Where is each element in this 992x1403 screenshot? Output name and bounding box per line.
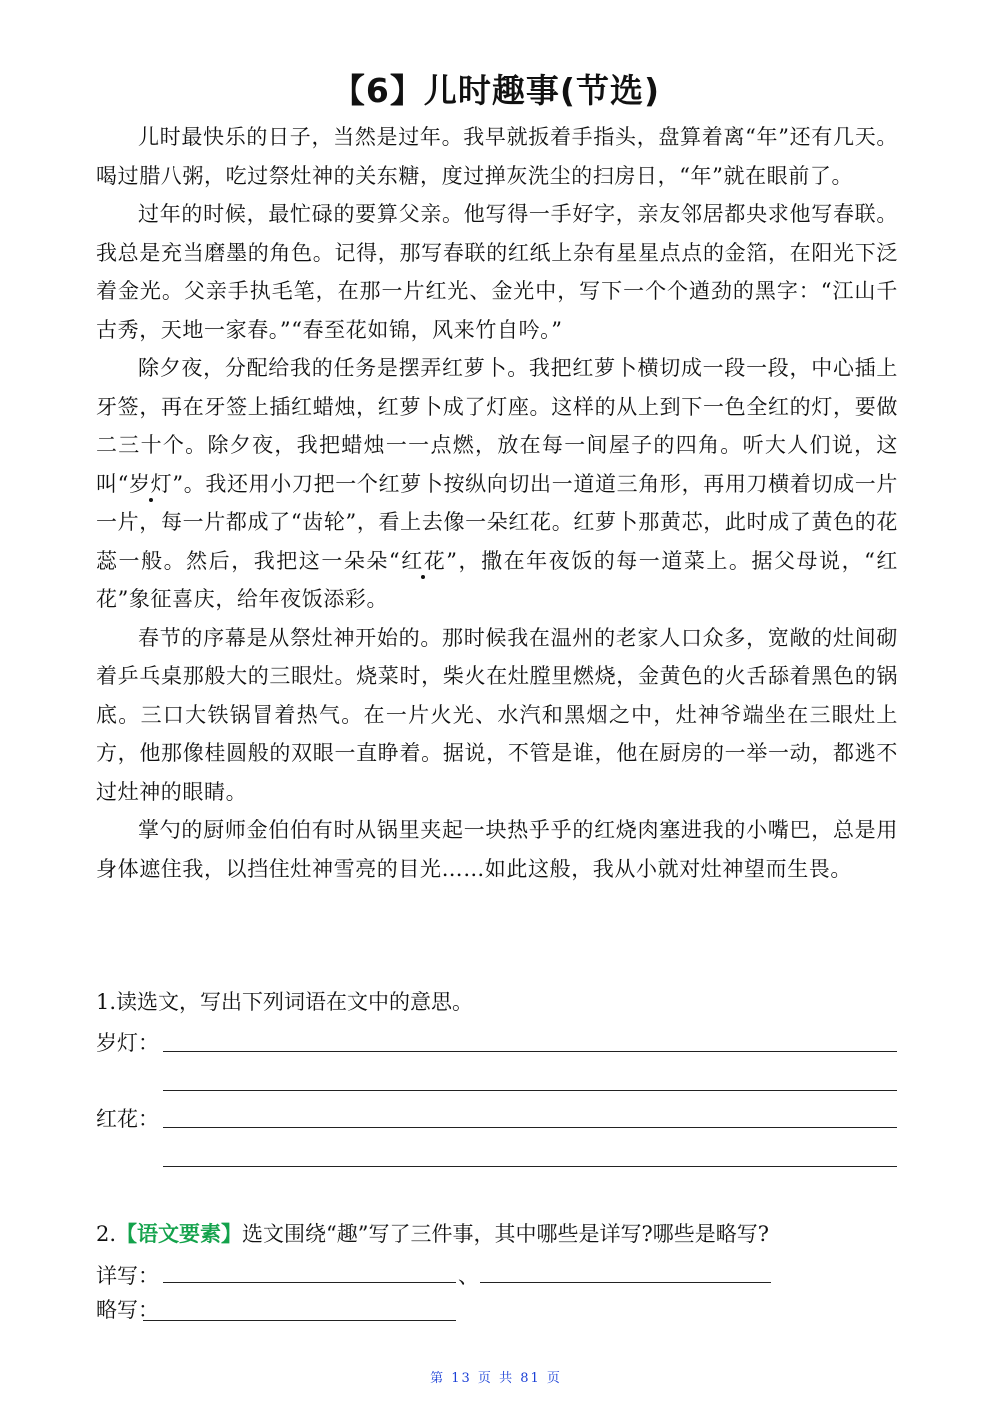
answer-line-suideng-1[interactable]: [163, 1051, 897, 1052]
question-2-label-brief: 略写：: [96, 1298, 159, 1322]
passage-paragraph-4: 春节的序幕是从祭灶神开始的。那时候我在温州的老家人口众多，宽敞的灶间砌着乒乓桌那般大的三眼灶。烧菜时，柴火在灶膛里燃烧，金黄色的火舌舔着黑色的锅底。三口大铁锅冒着热气。在一片火光、水汽和黑烟之中，灶神爷端坐在三眼灶上方，他那像桂圆般的双眼一直睁着。据说，不管是谁，他在厨房的一举一动，都逃不过灶神的眼睛。: [96, 625, 898, 804]
question-2-prompt: [96, 1219, 769, 1249]
passage-paragraph-1: 儿时最快乐的日子，当然是过年。我早就扳着手指头，盘算着离“年”还有几天。喝过腊八粥，吃过祭灶神的关东糖，度过掸灰洗尘的扫房日，“年”就在眼前了。: [96, 125, 898, 188]
answer-line-detail-2[interactable]: [480, 1282, 771, 1283]
answer-line-brief[interactable]: [143, 1320, 456, 1321]
question-1-label-honghua: 红花：: [96, 1107, 159, 1131]
passage-paragraph-2: 过年的时候，最忙碌的要算父亲。他写得一手好字，亲友邻居都央求他写春联。我总是充当磨墨的角色。记得，那写春联的红纸上杂有星星点点的金箔，在阳光下泛着金光。父亲手执毛笔，在那一片红光、金光中，写下一个个遒劲的黑字：“江山千古秀，天地一家春。”“春至花如锦，风来竹自吟。”: [96, 202, 898, 342]
answer-line-honghua-1[interactable]: [163, 1127, 897, 1128]
answer-line-detail-1[interactable]: [163, 1282, 456, 1283]
paragraph-3-text-a: 除夕夜，分配给我的任务是摆弄红萝卜。我把红萝卜横切成一段一段，中心插上牙签，再在牙签上插红蜡烛，红萝卜成了灯座。这样的从上到下一色全红的灯，要做二三十个。除夕夜，我把蜡烛一一点燃，放在每一间屋子的四角。听大人们说，这叫“: [96, 356, 898, 496]
emphasis-suideng: 岁灯: [128, 471, 173, 496]
reading-passage: [96, 118, 898, 888]
paragraph-3-text-c: ”，撒在年夜饭的每一道菜上。据父母说，“红花”象征喜庆，给年夜饭添彩。: [96, 548, 898, 611]
question-1-label-suideng: 岁灯：: [96, 1031, 159, 1055]
question-2-number: 2.: [96, 1222, 117, 1246]
passage-paragraph-5: 掌勺的厨师金伯伯有时从锅里夹起一块热乎乎的红烧肉塞进我的小嘴巴，总是用身体遮住我，以挡住灶神雪亮的目光……如此这般，我从小就对灶神望而生畏。: [96, 818, 898, 881]
question-2-text: 选文围绕“趣”写了三件事，其中哪些是详写?哪些是略写?: [242, 1222, 770, 1246]
page-number-footer: 第 13 页 共 81 页: [430, 1371, 562, 1386]
emphasis-honghua: 红花: [400, 548, 447, 573]
answer-line-honghua-2[interactable]: [163, 1166, 897, 1167]
paragraph-3-text-b: ”。我还用小刀把一个红萝卜按纵向切出一道道三角形，再用刀横着切成一片一片，每一片都成了“齿轮”，看上去像一朵红花。红萝卜那黄芯，此时成了黄色的花蕊一般。然后，我把这一朵朵“: [96, 471, 898, 573]
yuwen-yaosu-tag: 【语文要素】: [116, 1222, 243, 1246]
question-2-label-detail: 详写：: [96, 1264, 159, 1288]
passage-paragraph-3: [96, 349, 898, 619]
answer-line-suideng-2[interactable]: [163, 1090, 897, 1091]
page-title: 【6】儿时趣事(节选): [331, 71, 661, 110]
answer-separator: 、: [458, 1264, 479, 1288]
question-1-prompt: 1.读选文，写出下列词语在文中的意思。: [96, 990, 474, 1014]
